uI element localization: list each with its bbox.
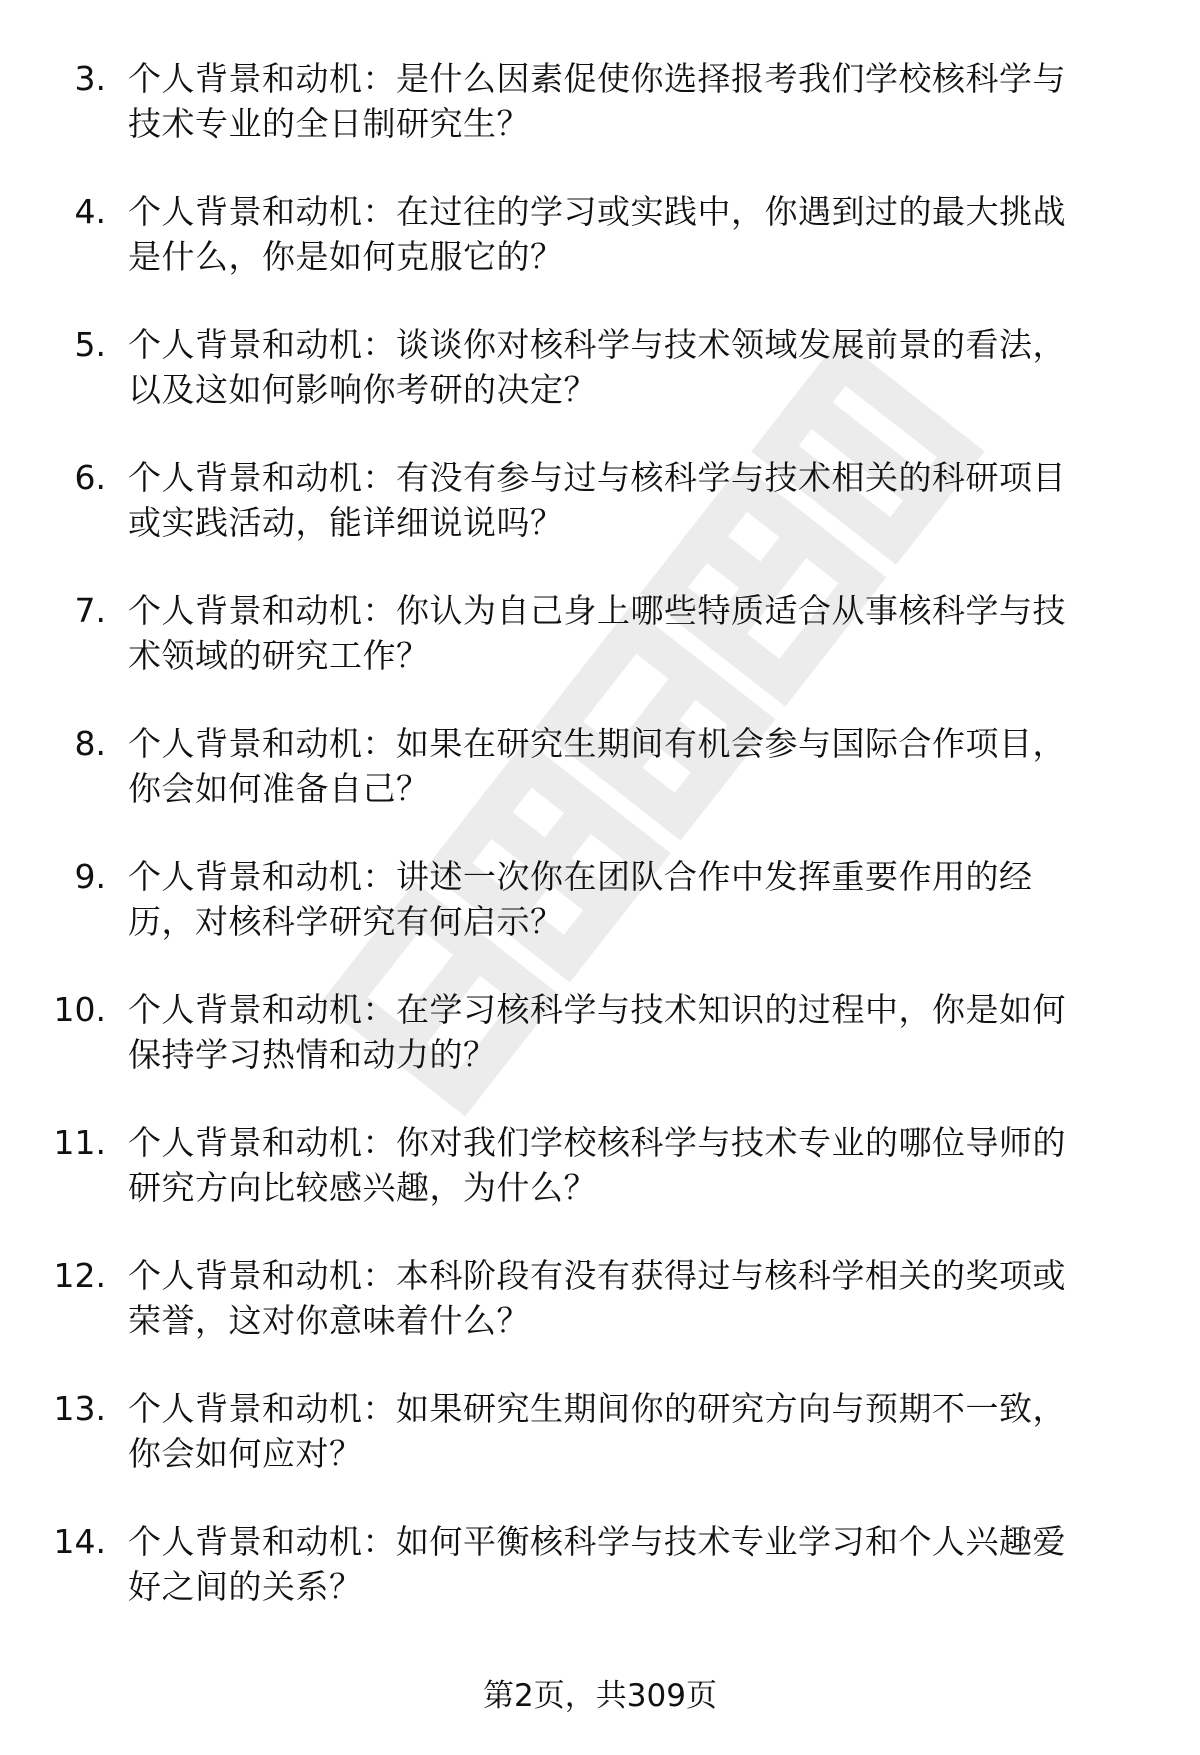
- question-line: 或实践活动，能详细说说吗？: [128, 503, 564, 542]
- question-line: 个人背景和动机：你认为自己身上哪些特质适合从事核科学与技: [128, 591, 1066, 630]
- question-number: 11.: [53, 1123, 106, 1162]
- question-line: 个人背景和动机：如何平衡核科学与技术专业学习和个人兴趣爱: [128, 1522, 1066, 1561]
- question-line: 以及这如何影响你考研的决定？: [128, 370, 597, 409]
- question-text: [128, 1519, 1138, 1609]
- question-text: [128, 588, 1138, 678]
- question-line: 荣誉，这对你意味着什么？: [128, 1301, 530, 1340]
- question-number: 5.: [74, 325, 106, 364]
- question-line: 术领域的研究工作？: [128, 636, 430, 675]
- question-item: [0, 455, 1200, 588]
- question-line: 个人背景和动机：在学习核科学与技术知识的过程中，你是如何: [128, 990, 1066, 1029]
- question-item: [0, 588, 1200, 721]
- question-line: 个人背景和动机：你对我们学校核科学与技术专业的哪位导师的: [128, 1123, 1066, 1162]
- question-item: [0, 854, 1200, 987]
- question-line: 历，对核科学研究有何启示？: [128, 902, 564, 941]
- question-line: 你会如何准备自己？: [128, 769, 430, 808]
- question-line: 你会如何应对？: [128, 1434, 363, 1473]
- question-number: 3.: [74, 59, 106, 98]
- question-line: 研究方向比较感兴趣，为什么？: [128, 1168, 597, 1207]
- question-text: [128, 987, 1138, 1077]
- question-text: [128, 455, 1138, 545]
- question-line: 个人背景和动机：讲述一次你在团队合作中发挥重要作用的经: [128, 857, 1033, 896]
- question-item: [0, 1120, 1200, 1253]
- question-item: [0, 987, 1200, 1120]
- question-item: [0, 721, 1200, 854]
- question-line: 个人背景和动机：如果在研究生期间有机会参与国际合作项目，: [128, 724, 1066, 763]
- question-item: [0, 1386, 1200, 1519]
- question-line: 个人背景和动机：本科阶段有没有获得过与核科学相关的奖项或: [128, 1256, 1066, 1295]
- question-line: 个人背景和动机：有没有参与过与核科学与技术相关的科研项目: [128, 458, 1066, 497]
- question-text: [128, 721, 1138, 811]
- question-line: 好之间的关系？: [128, 1567, 363, 1606]
- question-number: 8.: [74, 724, 106, 763]
- question-text: [128, 189, 1138, 279]
- question-line: 个人背景和动机：谈谈你对核科学与技术领域发展前景的看法，: [128, 325, 1066, 364]
- question-number: 12.: [53, 1256, 106, 1295]
- question-line: 个人背景和动机：如果研究生期间你的研究方向与预期不一致，: [128, 1389, 1066, 1428]
- question-line: 保持学习热情和动力的？: [128, 1035, 497, 1074]
- question-number: 14.: [53, 1522, 106, 1561]
- question-line: 技术专业的全日制研究生？: [128, 104, 530, 143]
- question-text: [128, 1120, 1138, 1210]
- question-text: [128, 1253, 1138, 1343]
- question-number: 4.: [74, 192, 106, 231]
- question-item: [0, 322, 1200, 455]
- question-text: [128, 56, 1138, 146]
- question-number: 13.: [53, 1389, 106, 1428]
- question-line: 个人背景和动机：是什么因素促使你选择报考我们学校核科学与: [128, 59, 1066, 98]
- question-line: 个人背景和动机：在过往的学习或实践中，你遇到过的最大挑战: [128, 192, 1066, 231]
- question-text: [128, 854, 1138, 944]
- page-number: 第2页，共309页: [483, 1678, 717, 1714]
- question-list: [0, 56, 1200, 1652]
- question-text: [128, 322, 1138, 412]
- question-text: [128, 1386, 1138, 1476]
- question-item: [0, 56, 1200, 189]
- question-number: 6.: [74, 458, 106, 497]
- question-item: [0, 1519, 1200, 1652]
- question-number: 10.: [53, 990, 106, 1029]
- question-number: 7.: [74, 591, 106, 630]
- question-item: [0, 1253, 1200, 1386]
- question-item: [0, 189, 1200, 322]
- question-line: 是什么，你是如何克服它的？: [128, 237, 564, 276]
- question-number: 9.: [74, 857, 106, 896]
